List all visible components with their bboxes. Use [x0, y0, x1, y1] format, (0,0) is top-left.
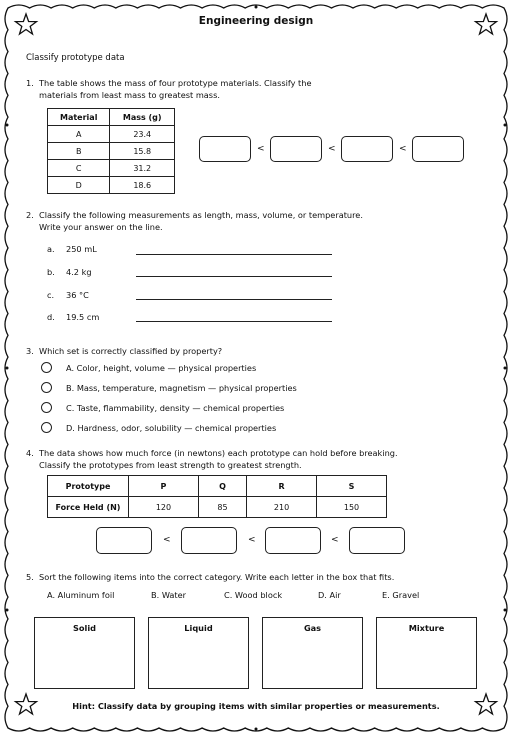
category-label: Solid [73, 623, 96, 633]
less-than-symbol: < [248, 535, 256, 545]
option-text: C. Taste, flammability, density — chemical properties [66, 403, 285, 413]
radio-option-d[interactable] [41, 422, 52, 433]
radio-option-c[interactable] [41, 402, 52, 413]
less-than-symbol: < [331, 535, 339, 545]
question-text: Which set is correctly classified by property? [39, 346, 223, 356]
question-number: 3. [26, 346, 34, 356]
question-text: The data shows how much force (in newtons) each prototype can hold before breaking. [39, 448, 398, 458]
answer-box[interactable] [265, 527, 321, 554]
sort-item: B. Water [151, 590, 187, 600]
table-cell: 18.6 [110, 177, 175, 194]
question-text: Classify the prototypes from least strength to greatest strength. [39, 460, 302, 470]
item-letter: b. [47, 267, 55, 277]
category-label: Gas [303, 623, 322, 633]
table-cell: D [48, 177, 110, 194]
table-header: R [247, 476, 317, 497]
row-label: Force Held (N) [48, 497, 129, 518]
page-title: Engineering design [198, 15, 314, 27]
sort-item: A. Aluminum foil [47, 590, 115, 600]
measurement-item: 19.5 cm [66, 312, 100, 322]
sort-item: E. Gravel [382, 590, 420, 600]
less-than-symbol: < [328, 144, 336, 154]
question-2 [26, 209, 363, 233]
question-4 [26, 447, 398, 471]
less-than-symbol: < [163, 535, 171, 545]
less-than-symbol: < [257, 144, 265, 154]
option-text: D. Hardness, odor, solubility — chemical properties [66, 423, 277, 433]
item-letter: d. [47, 312, 55, 322]
measurement-item: 250 mL [66, 244, 97, 254]
answer-line[interactable] [136, 321, 332, 322]
option-text: B. Mass, temperature, magnetism — physical properties [66, 383, 297, 393]
question-3 [26, 345, 222, 357]
answer-box[interactable] [349, 527, 405, 554]
table-header: Prototype [48, 476, 129, 497]
category-box-gas[interactable] [262, 617, 363, 689]
question-5 [26, 571, 394, 583]
table-cell: C [48, 160, 110, 177]
table-header: Material [48, 109, 110, 126]
answer-line[interactable] [136, 299, 332, 300]
question-text: Sort the following items into the correct category. Write each letter in the box that fits. [39, 572, 395, 582]
answer-box[interactable] [96, 527, 152, 554]
table-cell: 120 [129, 497, 199, 518]
category-box-solid[interactable] [34, 617, 135, 689]
category-box-mixture[interactable] [376, 617, 477, 689]
option-text: A. Color, height, volume — physical properties [66, 363, 257, 373]
question-1 [26, 77, 312, 101]
question-text: The table shows the mass of four prototype materials. Classify the [39, 78, 312, 88]
table-cell: 85 [198, 497, 246, 518]
question-text: materials from least mass to greatest mass. [39, 90, 220, 100]
table-cell: 150 [317, 497, 387, 518]
measurement-item: 36 °C [66, 290, 89, 300]
item-letter: a. [47, 244, 55, 254]
answer-box[interactable] [412, 136, 464, 162]
question-number: 2. [26, 210, 34, 220]
table-header: Mass (g) [110, 109, 175, 126]
table-header: Q [198, 476, 246, 497]
category-box-liquid[interactable] [148, 617, 249, 689]
answer-line[interactable] [136, 254, 332, 255]
question-text: Write your answer on the line. [39, 222, 163, 232]
radio-option-a[interactable] [41, 362, 52, 373]
question-number: 5. [26, 572, 34, 582]
measurement-item: 4.2 kg [66, 267, 92, 277]
sort-item: C. Wood block [224, 590, 283, 600]
answer-box[interactable] [270, 136, 322, 162]
table-cell: A [48, 126, 110, 143]
force-table [47, 475, 387, 518]
table-cell: 31.2 [110, 160, 175, 177]
sort-item: D. Air [318, 590, 341, 600]
category-label: Liquid [184, 623, 213, 633]
question-number: 4. [26, 448, 34, 458]
table-header: P [129, 476, 199, 497]
hint-text: Hint: Classify data by grouping items with similar properties or measurements. [72, 701, 440, 711]
table-cell: 210 [247, 497, 317, 518]
mass-table [47, 108, 175, 194]
question-number: 1. [26, 78, 34, 88]
question-text: Classify the following measurements as length, mass, volume, or temperature. [39, 210, 363, 220]
answer-box[interactable] [199, 136, 251, 162]
table-cell: B [48, 143, 110, 160]
table-cell: 23.4 [110, 126, 175, 143]
section-subtitle: Classify prototype data [26, 53, 125, 63]
item-letter: c. [47, 290, 55, 300]
table-header: S [317, 476, 387, 497]
answer-box[interactable] [341, 136, 393, 162]
answer-box[interactable] [181, 527, 237, 554]
radio-option-b[interactable] [41, 382, 52, 393]
category-label: Mixture [408, 623, 445, 633]
less-than-symbol: < [399, 144, 407, 154]
table-cell: 15.8 [110, 143, 175, 160]
answer-line[interactable] [136, 276, 332, 277]
